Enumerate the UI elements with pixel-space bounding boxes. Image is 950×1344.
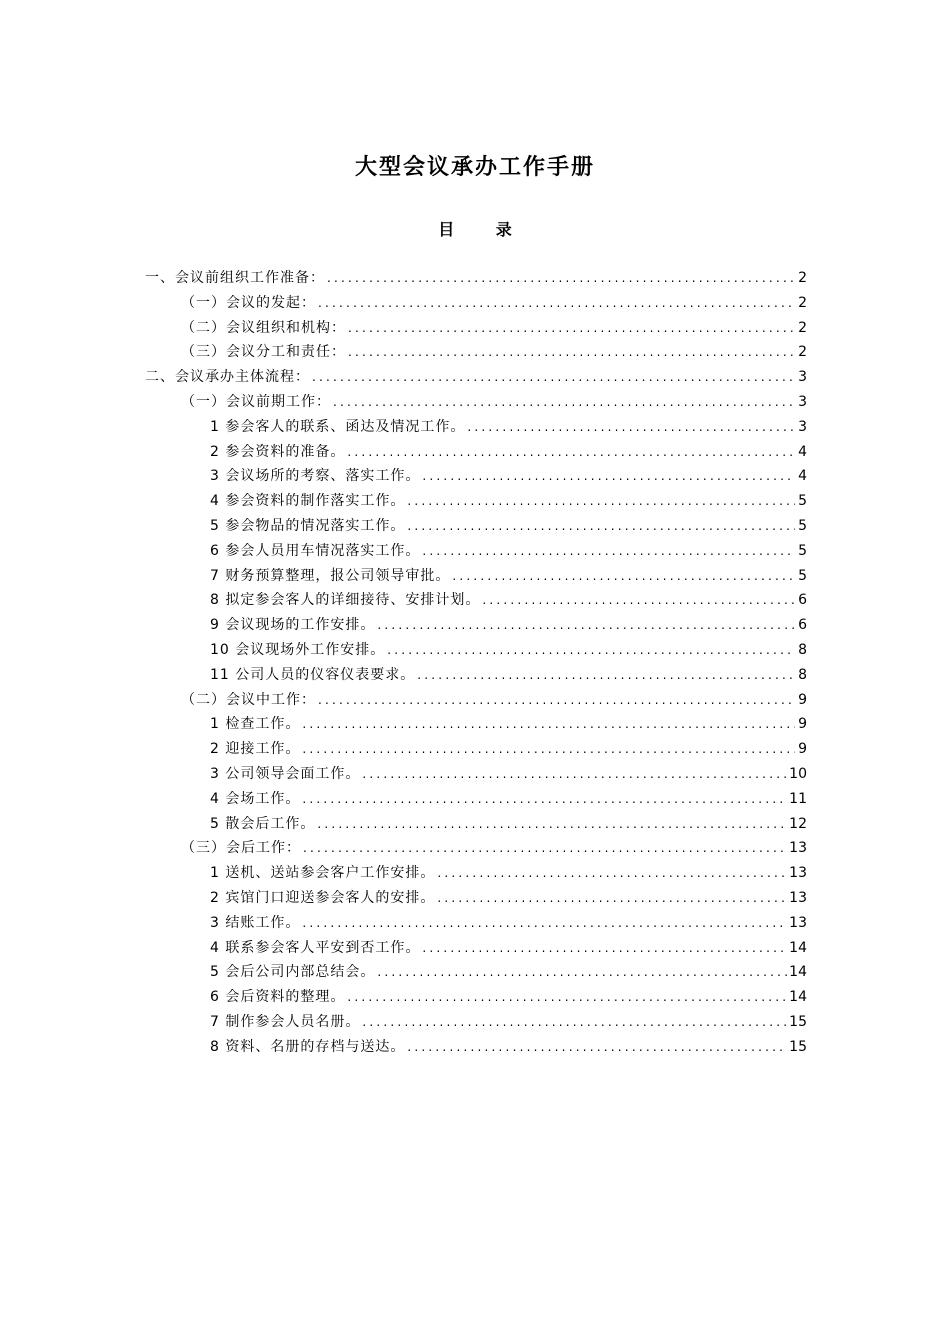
toc-entry-page-number: 2 — [798, 270, 807, 286]
toc-dot-leader — [422, 936, 787, 961]
toc-entry-title: 5 会后公司内部总结会。 — [210, 964, 376, 981]
toc-entry-title: 1 送机、送站参会客户工作安排。 — [210, 865, 436, 882]
toc-entry[interactable] — [145, 663, 807, 688]
toc-entry-page-number: 4 — [798, 468, 807, 485]
toc-dot-leader — [333, 390, 795, 415]
toc-entry-page-number: 5 — [798, 542, 807, 559]
toc-entry-page-number: 14 — [789, 964, 807, 981]
toc-entry-page-number: 14 — [789, 989, 807, 1006]
document-title: 大型会议承办工作手册 — [354, 154, 595, 180]
toc-entry[interactable] — [145, 712, 807, 737]
toc-dot-leader — [437, 886, 787, 911]
toc-entry-title: 3 结账工作。 — [210, 914, 301, 931]
toc-dot-leader — [302, 737, 795, 762]
toc-entry-page-number: 13 — [789, 840, 807, 857]
toc-dot-leader — [407, 489, 795, 514]
toc-dot-leader — [318, 688, 795, 713]
toc-entry-title: 5 参会物品的情况落实工作。 — [210, 517, 406, 534]
toc-entry-title: 2 参会资料的准备。 — [210, 443, 346, 460]
toc-entry[interactable] — [145, 564, 807, 589]
toc-entry-page-number: 13 — [789, 914, 807, 931]
toc-dot-leader — [437, 861, 787, 886]
toc-entry-title: 7 制作参会人员名册。 — [210, 1013, 361, 1030]
toc-entry[interactable] — [145, 1010, 807, 1035]
toc-entry-title: 3 公司领导会面工作。 — [210, 765, 361, 782]
toc-entry-page-number: 3 — [798, 418, 807, 435]
toc-entry-title: 3 会议场所的考察、落实工作。 — [210, 468, 421, 485]
toc-entry-page-number: 8 — [798, 666, 807, 683]
toc-dot-leader — [387, 638, 795, 663]
toc-entry-title: 7 财务预算整理，报公司领导审批。 — [210, 567, 451, 584]
toc-entry[interactable] — [145, 390, 807, 415]
toc-entry-title: 1 检查工作。 — [210, 716, 301, 733]
toc-entry-page-number: 5 — [798, 567, 807, 584]
toc-entry-page-number: 13 — [789, 865, 807, 882]
toc-entry-title: 8 拟定参会客人的详细接待、安排计划。 — [210, 592, 481, 609]
toc-entry-page-number: 9 — [798, 741, 807, 758]
toc-dot-leader — [407, 514, 795, 539]
toc-entry-page-number: 9 — [798, 691, 807, 708]
toc-dot-leader — [317, 812, 787, 837]
toc-entry-page-number: 11 — [789, 790, 807, 807]
toc-entry-title: 2 宾馆门口迎送参会客人的安排。 — [210, 889, 436, 906]
toc-dot-leader — [347, 985, 787, 1010]
toc-dot-leader — [452, 564, 795, 589]
toc-entry-page-number: 2 — [798, 294, 807, 311]
toc-entry[interactable] — [145, 812, 807, 837]
toc-entry[interactable] — [145, 539, 807, 564]
toc-dot-leader — [302, 787, 787, 812]
toc-entry-title: 6 参会人员用车情况落实工作。 — [210, 542, 421, 559]
toc-entry[interactable] — [145, 985, 807, 1010]
toc-entry[interactable] — [145, 316, 807, 341]
toc-heading: 目 录 — [438, 220, 530, 239]
toc-dot-leader — [347, 440, 795, 465]
toc-entry[interactable] — [145, 638, 807, 663]
toc-entry-title: （三）会议分工和责任： — [181, 344, 346, 361]
toc-entry[interactable] — [145, 861, 807, 886]
toc-entry-title: 11 公司人员的仪容仪表要求。 — [210, 666, 416, 683]
toc-dot-leader — [467, 415, 795, 440]
toc-entry[interactable] — [145, 266, 807, 291]
toc-entry[interactable] — [145, 514, 807, 539]
toc-entry-title: 4 参会资料的制作落实工作。 — [210, 493, 406, 510]
toc-entry-title: 一、会议前组织工作准备： — [145, 270, 325, 286]
toc-dot-leader — [318, 291, 795, 316]
toc-entry[interactable] — [145, 911, 807, 936]
toc-entry[interactable] — [145, 489, 807, 514]
toc-entry[interactable] — [145, 613, 807, 638]
toc-dot-leader — [312, 365, 795, 390]
toc-entry-title: 10 会议现场外工作安排。 — [210, 641, 386, 658]
toc-entry[interactable] — [145, 440, 807, 465]
toc-entry-title: 1 参会客人的联系、函达及情况工作。 — [210, 418, 466, 435]
toc-entry-page-number: 6 — [798, 592, 807, 609]
toc-dot-leader — [327, 266, 795, 291]
toc-entry[interactable] — [145, 588, 807, 613]
toc-dot-leader — [348, 340, 795, 365]
toc-dot-leader — [482, 588, 795, 613]
toc-entry[interactable] — [145, 688, 807, 713]
toc-dot-leader — [407, 1035, 787, 1060]
toc-entry-page-number: 2 — [798, 344, 807, 361]
toc-entry[interactable] — [145, 415, 807, 440]
toc-entry-page-number: 15 — [789, 1038, 807, 1055]
toc-entry-page-number: 2 — [798, 319, 807, 336]
toc-dot-leader — [362, 762, 787, 787]
toc-entry-title: 6 会后资料的整理。 — [210, 989, 346, 1006]
toc-entry-page-number: 8 — [798, 641, 807, 658]
toc-entry[interactable] — [145, 836, 807, 861]
toc-dot-leader — [362, 1010, 787, 1035]
toc-entry-title: （二）会议组织和机构： — [181, 319, 346, 336]
toc-entry-title: 5 散会后工作。 — [210, 815, 316, 832]
toc-dot-leader — [377, 960, 787, 985]
toc-dot-leader — [422, 464, 795, 489]
toc-entry-page-number: 10 — [789, 765, 807, 782]
toc-entry-title: 4 联系参会客人平安到否工作。 — [210, 939, 421, 956]
toc-entry-title: （三）会后工作： — [181, 840, 301, 857]
toc-entry[interactable] — [145, 936, 807, 961]
toc-entry-page-number: 5 — [798, 493, 807, 510]
toc-dot-leader — [377, 613, 795, 638]
toc-entry-title: 9 会议现场的工作安排。 — [210, 617, 376, 634]
toc-entry-title: （二）会议中工作： — [181, 691, 316, 708]
toc-entry[interactable] — [145, 787, 807, 812]
toc-dot-leader — [302, 911, 787, 936]
toc-entry-title: 二、会议承办主体流程： — [145, 369, 310, 386]
toc-entry-title: 8 资料、名册的存档与送达。 — [210, 1038, 406, 1055]
toc-entry-page-number: 12 — [789, 815, 807, 832]
toc-entry-page-number: 9 — [798, 716, 807, 733]
toc-dot-leader — [348, 316, 795, 341]
toc-entry[interactable] — [145, 464, 807, 489]
toc-entry[interactable] — [145, 291, 807, 316]
toc-entry-title: （一）会议前期工作： — [181, 393, 331, 410]
toc-entry-page-number: 4 — [798, 443, 807, 460]
toc-entry[interactable] — [145, 737, 807, 762]
table-of-contents — [145, 266, 807, 1060]
toc-entry[interactable] — [145, 762, 807, 787]
toc-entry[interactable] — [145, 1035, 807, 1060]
toc-dot-leader — [303, 836, 787, 861]
toc-entry[interactable] — [145, 365, 807, 390]
toc-dot-leader — [422, 539, 795, 564]
toc-entry-page-number: 3 — [798, 393, 807, 410]
toc-entry-page-number: 13 — [789, 889, 807, 906]
toc-entry-page-number: 14 — [789, 939, 807, 956]
toc-entry-title: （一）会议的发起： — [181, 294, 316, 311]
toc-entry[interactable] — [145, 960, 807, 985]
toc-entry-page-number: 3 — [798, 369, 807, 386]
toc-entry[interactable] — [145, 340, 807, 365]
toc-entry-page-number: 6 — [798, 617, 807, 634]
toc-entry-title: 4 会场工作。 — [210, 790, 301, 807]
toc-entry-title: 2 迎接工作。 — [210, 741, 301, 758]
toc-entry-page-number: 5 — [798, 517, 807, 534]
toc-entry[interactable] — [145, 886, 807, 911]
toc-dot-leader — [417, 663, 795, 688]
toc-entry-page-number: 15 — [789, 1013, 807, 1030]
toc-dot-leader — [302, 712, 795, 737]
